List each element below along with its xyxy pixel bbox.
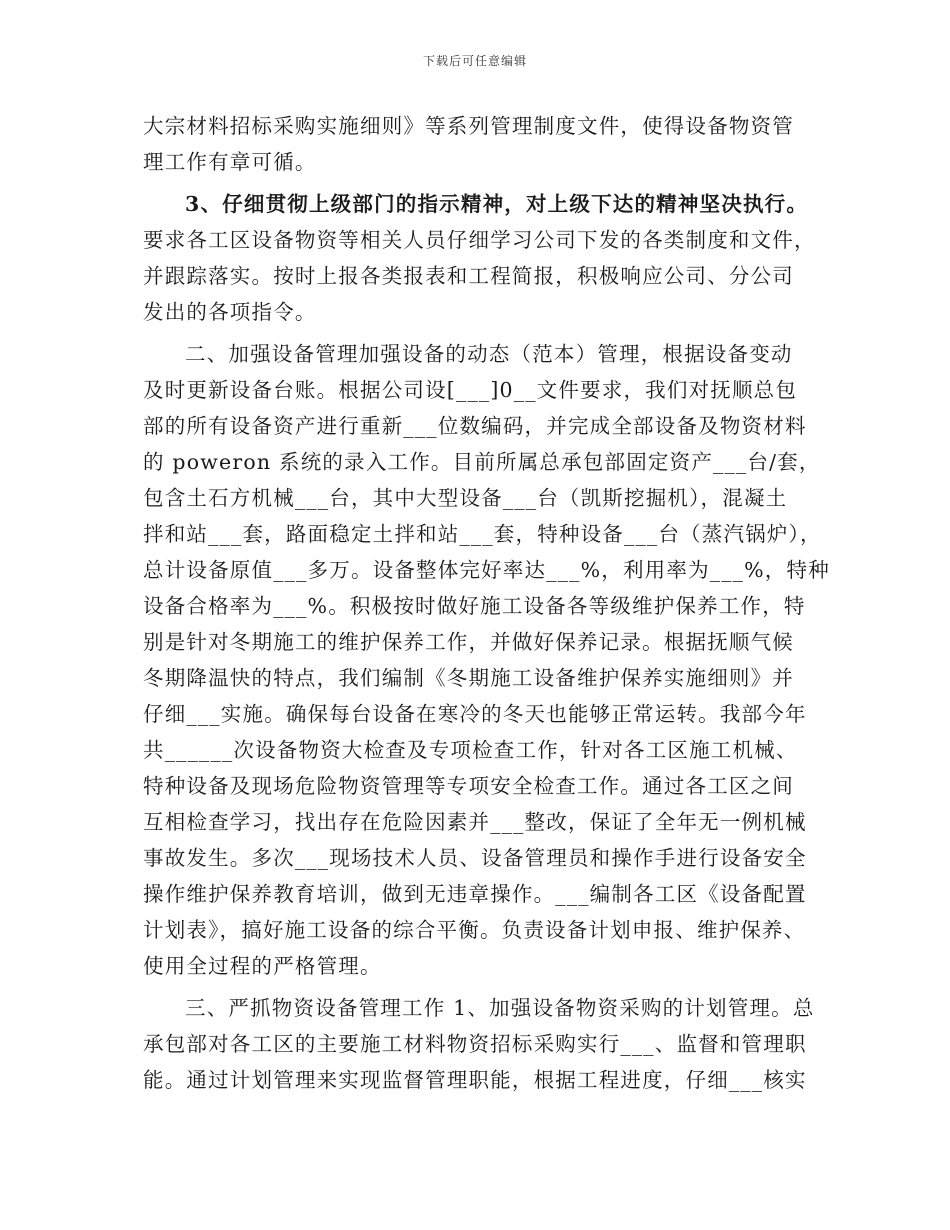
text-line: 共______次设备物资大检查及专项检查工作，针对各工区施工机械、 <box>143 738 798 762</box>
text-line: 操作维护保养教育培训，做到无违章操作。___编制各工区《设备配置 <box>143 882 807 906</box>
text-line: 发出的各项指令。 <box>143 300 317 324</box>
text-line: 仔细___实施。确保每台设备在寒冷的冬天也能够正常运转。我部今年 <box>143 702 807 726</box>
document-body <box>143 108 830 1098</box>
text-line: 设备合格率为___%。积极按时做好施工设备各等级维护保养工作，特 <box>143 594 806 618</box>
text-line: 事故发生。多次___现场技术人员、设备管理员和操作手进行设备安全 <box>143 846 807 870</box>
text-line: 计划表》，搞好施工设备的综合平衡。负责设备计划申报、维护保养、 <box>143 918 806 942</box>
text-line: 承包部对各工区的主要施工材料物资招标采购实行___、监督和管理职 <box>143 1032 807 1056</box>
text-line: 冬期降温快的特点，我们编制《冬期施工设备维护保养实施细则》并 <box>143 666 794 690</box>
text-line: 理工作有章可循。 <box>143 150 317 174</box>
text-line: 及时更新设备台账。根据公司设[___]0__文件要求，我们对抚顺总包 <box>143 378 798 402</box>
text-line: 互相检查学习，找出存在危险因素并___整改，保证了全年无一例机械 <box>143 810 807 834</box>
page-header: 下载后可任意编辑 <box>422 54 527 68</box>
text-line: 能。通过计划管理来实现监督管理职能，根据工程进度，仔细___核实 <box>143 1068 807 1092</box>
text-line: 要求各工区设备物资等相关人员仔细学习公司下发的各类制度和文件， <box>143 228 816 252</box>
text-line: 的 poweron 系统的录入工作。目前所属总承包部固定资产___台/套， <box>143 450 821 474</box>
text-line: 并跟踪落实。按时上报各类报表和工程简报，积极响应公司、分公司 <box>143 264 794 288</box>
paragraph-start: 二、加强设备管理加强设备的动态（范本）管理，根据设备变动 <box>185 342 793 366</box>
text-line: 特种设备及现场危险物资管理等专项安全检查工作。通过各工区之间 <box>143 774 794 798</box>
text-line: 部的所有设备资产进行重新___位数编码，并完成全部设备及物资材料 <box>143 414 807 438</box>
text-line: 拌和站___套，路面稳定土拌和站___套，特种设备___台（蒸汽锅炉）， <box>143 522 822 546</box>
section-heading: 3、仔细贯彻上级部门的指示精神，对上级下达的精神坚决执行。 <box>185 192 809 216</box>
text-line: 使用全过程的严格管理。 <box>143 954 382 978</box>
text-line: 别是针对冬期施工的维护保养工作，并做好保养记录。根据抚顺气候 <box>143 630 794 654</box>
text-line: 包含土石方机械___台，其中大型设备___台（凯斯挖掘机），混凝土 <box>143 486 788 510</box>
paragraph-start: 三、严抓物资设备管理工作 1、加强设备物资采购的计划管理。总 <box>185 996 815 1020</box>
text-line: 总计设备原值___多万。设备整体完好率达___%，利用率为___%，特种 <box>143 558 830 582</box>
text-line: 大宗材料招标采购实施细则》等系列管理制度文件，使得设备物资管 <box>143 114 794 138</box>
